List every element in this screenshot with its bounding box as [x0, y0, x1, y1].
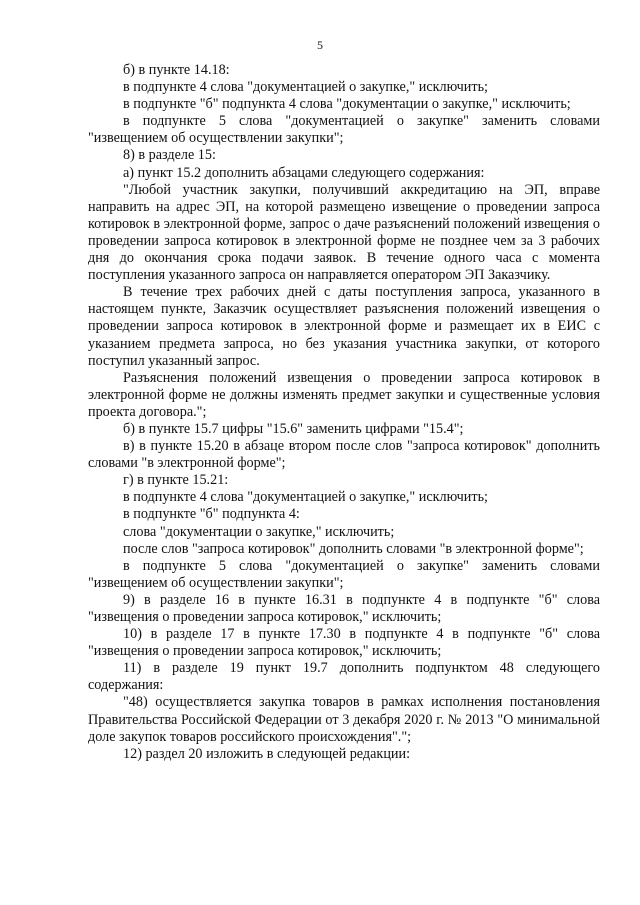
paragraph: в) в пункте 15.20 в абзаце втором после слов "запроса котировок" дополнить словами "в электронной форме";: [88, 438, 600, 472]
paragraph: б) в пункте 15.7 цифры "15.6" заменить цифрами "15.4";: [123, 420, 464, 437]
paragraph: в подпункте "б" подпункта 4 слова "документации о закупке," исключить;: [123, 96, 571, 113]
paragraph: г) в пункте 15.21:: [123, 472, 229, 489]
paragraph: в подпункте 4 слова "документацией о закупке," исключить;: [123, 79, 489, 96]
paragraph: в подпункте 4 слова "документацией о закупке," исключить;: [123, 489, 489, 506]
page-number: 5: [317, 38, 323, 52]
paragraph: а) пункт 15.2 дополнить абзацами следующего содержания:: [123, 164, 485, 181]
paragraph: б) в пункте 14.18:: [123, 62, 230, 78]
paragraph: после слов "запроса котировок" дополнить словами "в электронной форме";: [123, 540, 584, 557]
paragraph: в подпункте 5 слова "документацией о закупке" заменить словами "извещением об осуществлении закупки";: [88, 113, 600, 147]
paragraph: Разъяснения положений извещения о проведении запроса котировок в электронной форме не должны изменять предмет закупки и существенные условия проекта договора.";: [88, 369, 600, 420]
paragraph: "Любой участник закупки, получивший аккредитацию на ЭП, вправе направить на адрес ЭП, на которой размещено извещение о проведении запроса котировок в электронной форме, запрос о даче разъяснений положений извещения о проведении запроса котировок в электронной форме не позднее чем за 3 рабочих дня до окончания срока подачи заявок. В течение одного часа с момента поступления указанного запроса он направляется оператором ЭП Заказчику.: [88, 181, 600, 284]
paragraph: в подпункте 5 слова "документацией о закупке" заменить словами "извещением об осуществлении закупки";: [88, 557, 600, 591]
paragraph: в подпункте "б" подпункта 4:: [123, 506, 300, 523]
paragraph: 9) в разделе 16 в пункте 16.31 в подпункте 4 в подпункте "б" слова "извещения о проведении запроса котировок," исключить;: [88, 591, 600, 625]
paragraph: 10) в разделе 17 в пункте 17.30 в подпункте 4 в подпункте "б" слова "извещения о проведении запроса котировок," исключить;: [88, 626, 600, 660]
paragraph: 12) раздел 20 изложить в следующей редакции:: [123, 745, 411, 762]
document-body: [88, 62, 600, 763]
paragraph: В течение трех рабочих дней с даты поступления запроса, указанного в настоящем пункте, Заказчик осуществляет разъяснения положений извещения о проведении запроса котировок в электронной форме и размещает их в ЕИС с указанием предмета запроса, но без указания участника закупки, от которого поступил указанный запрос.: [88, 284, 600, 369]
paragraph: 8) в разделе 15:: [123, 147, 216, 164]
paragraph: слова "документации о закупке," исключить;: [123, 523, 395, 540]
paragraph: "48) осуществляется закупка товаров в рамках исполнения постановления Правительства Российской Федерации от 3 декабря 2020 г. № 2013 "О минимальной доле закупок товаров российского происхождения".";: [88, 694, 600, 745]
paragraph: 11) в разделе 19 пункт 19.7 дополнить подпунктом 48 следующего содержания:: [88, 660, 600, 694]
